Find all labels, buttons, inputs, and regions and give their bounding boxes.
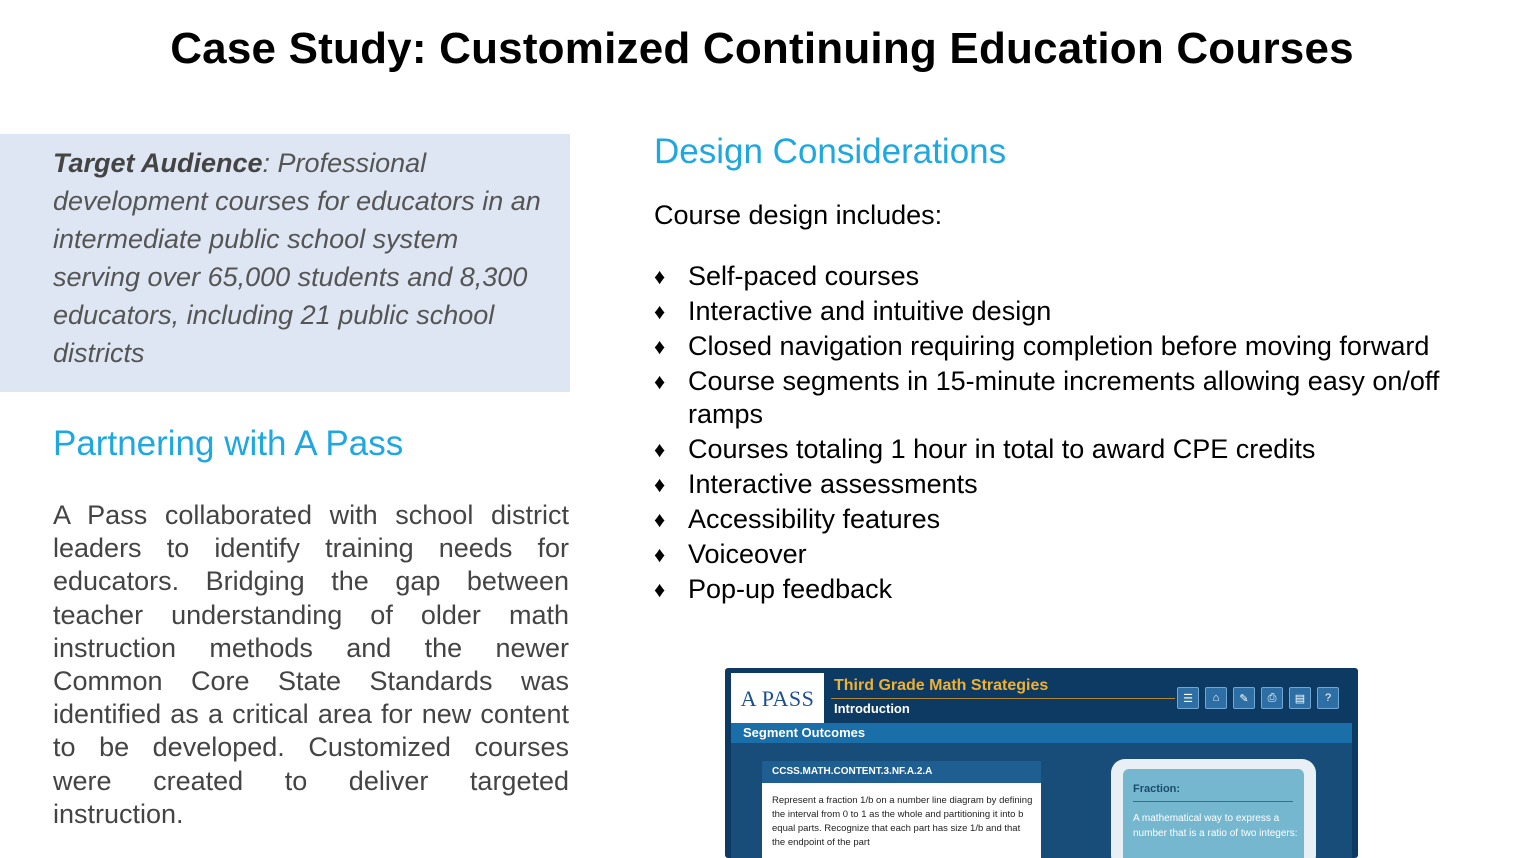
a-pass-logo	[731, 673, 824, 725]
target-audience-description: : Professional development courses for educators in an intermediate public school system serving over 65,000 students and 8,300 educators, including 21 public school districts	[53, 148, 541, 368]
bullet-text: Interactive assessments	[688, 469, 978, 499]
diamond-bullet-icon: ♦	[654, 542, 666, 567]
fraction-popup-panel	[1123, 769, 1304, 858]
bullet-text: Accessibility features	[688, 504, 941, 534]
course-title: Third Grade Math Strategies	[834, 677, 1049, 694]
fraction-popup-divider	[1133, 801, 1293, 802]
menu-icon[interactable]: ☰	[1177, 687, 1199, 709]
target-audience-box	[0, 134, 570, 392]
bullet-text: Pop-up feedback	[688, 574, 893, 604]
fraction-popup-text: A mathematical way to express a number that is a ratio of two integers:	[1133, 813, 1298, 839]
diamond-bullet-icon: ♦	[654, 472, 666, 497]
bullet-item	[654, 573, 1444, 606]
bullet-text: Voiceover	[688, 539, 807, 569]
bullet-text: Course segments in 15-minute increments allowing easy on/off ramps	[688, 366, 1440, 429]
segment-outcomes-bar	[731, 723, 1352, 743]
home-icon[interactable]: ⌂	[1205, 687, 1227, 709]
glossary-icon[interactable]: ▤	[1289, 687, 1311, 709]
help-icon[interactable]: ?	[1317, 687, 1339, 709]
fraction-popup-title: Fraction:	[1133, 783, 1181, 795]
fraction-popup	[1111, 759, 1316, 858]
bullet-item	[654, 468, 1444, 501]
bullet-text: Self-paced courses	[688, 261, 920, 291]
notes-icon[interactable]: ✎	[1233, 687, 1255, 709]
bullet-text: Closed navigation requiring completion before moving forward	[688, 331, 1430, 361]
bullet-text: Courses totaling 1 hour in total to award CPE credits	[688, 434, 1316, 464]
bullet-item	[654, 330, 1444, 363]
diamond-bullet-icon: ♦	[654, 334, 666, 359]
bullet-item	[654, 538, 1444, 571]
design-intro: Course design includes:	[654, 200, 943, 230]
course-toolbar	[1177, 687, 1339, 709]
title-divider	[831, 698, 1175, 699]
target-audience-label: Target Audience	[53, 148, 263, 178]
diamond-bullet-icon: ♦	[654, 369, 666, 394]
print-icon[interactable]: ⎙	[1261, 687, 1283, 709]
diamond-bullet-icon: ♦	[654, 264, 666, 289]
bullet-item	[654, 365, 1444, 431]
standard-code: CCSS.MATH.CONTENT.3.NF.A.2.A	[762, 761, 1041, 783]
diamond-bullet-icon: ♦	[654, 507, 666, 532]
bullet-item	[654, 503, 1444, 536]
course-screenshot	[725, 668, 1358, 858]
diamond-bullet-icon: ♦	[654, 299, 666, 324]
partnering-body: A Pass collaborated with school district leaders to identify training needs for educators. Bridging the gap between teacher understanding of older math instruction methods and the newer Common Core State Standards was identified as a critical area for new content to be developed. Customized courses were created to deliver targeted instruction.	[53, 500, 569, 829]
segment-outcomes-label: Segment Outcomes	[743, 725, 866, 740]
target-audience-text	[53, 144, 550, 372]
bullet-item	[654, 260, 1444, 293]
diamond-bullet-icon: ♦	[654, 437, 666, 462]
section-label: Introduction	[834, 701, 910, 716]
design-bullet-list	[654, 260, 1444, 608]
design-considerations-heading: Design Considerations	[654, 132, 1007, 171]
partnering-heading: Partnering with A Pass	[53, 424, 404, 463]
standard-text: Represent a fraction 1/b on a number line diagram by defining the interval from 0 to 1 as the whole and partitioning it into b equal parts. Recognize that each part has size 1/b and that the endpoint of the part	[772, 795, 1033, 848]
bullet-text: Interactive and intuitive design	[688, 296, 1052, 326]
bullet-item	[654, 295, 1444, 328]
diamond-bullet-icon: ♦	[654, 577, 666, 602]
standard-card	[762, 761, 1041, 858]
page-title: Case Study: Customized Continuing Education Courses	[170, 24, 1354, 73]
logo-text: A PASS	[740, 686, 815, 711]
bullet-item	[654, 433, 1444, 466]
